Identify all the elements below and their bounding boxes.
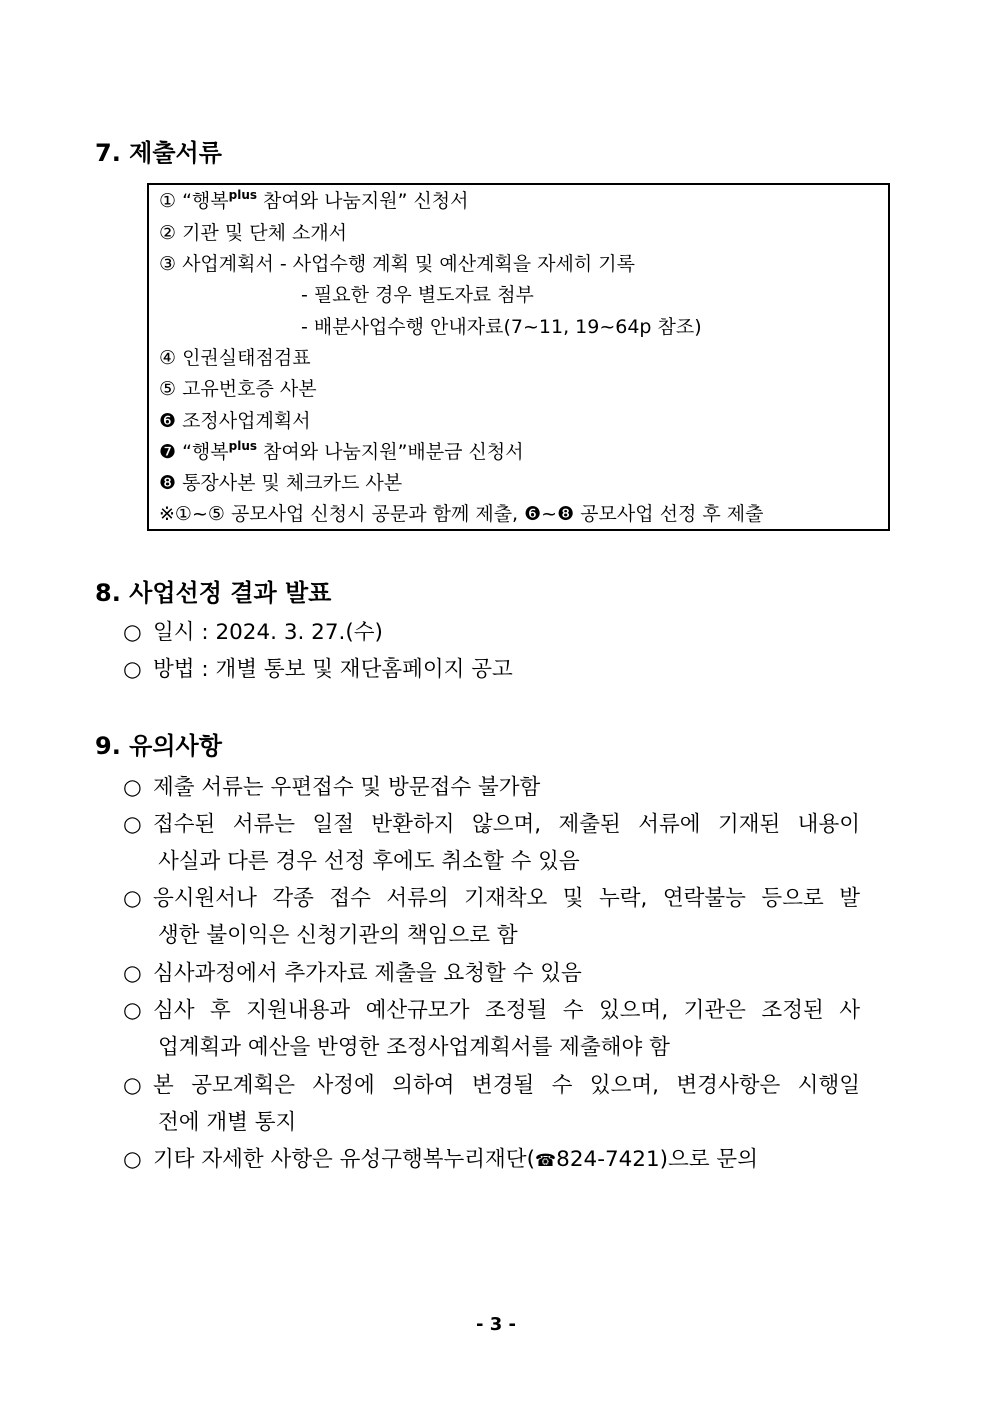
notice-item-6: ○ 본 공모계획은 사정에 의하여 변경될 수 있으며, 변경사항은 시행일	[123, 1071, 860, 1101]
notice-item-7: ○ 기타 자세한 사항은 유성구행복누리재단(☎824-7421)으로 문의	[123, 1145, 758, 1176]
required-documents-box	[147, 183, 890, 531]
bullet-circle-icon: ○	[123, 620, 142, 645]
notice-item-5-cont: 업계획과 예산을 반영한 조정사업계획서를 제출해야 함	[158, 1035, 670, 1060]
section-8-title: 8. 사업선정 결과 발표	[95, 579, 332, 607]
doc-item-8: ❽ 통장사본 및 체크카드 사본	[159, 472, 403, 494]
notice-item-5: ○ 심사 후 지원내용과 예산규모가 조정될 수 있으며, 기관은 조정된 사	[123, 996, 860, 1026]
bullet-circle-icon: ○	[123, 657, 142, 682]
page-number: - 3 -	[476, 1314, 516, 1335]
phone-icon: ☎	[534, 1151, 557, 1171]
notice-item-1: ○ 제출 서류는 우편접수 및 방문접수 불가함	[123, 773, 540, 803]
bullet-circle-icon: ○	[123, 775, 142, 800]
doc-submission-note: ※①~⑤ 공모사업 신청시 공문과 함께 제출, ❻~❽ 공모사업 선정 후 제출	[159, 503, 764, 525]
notice-item-3: ○ 응시원서나 각종 접수 서류의 기재착오 및 누락, 연락불능 등으로 발	[123, 884, 860, 914]
doc-item-6: ❻ 조정사업계획서	[159, 410, 311, 432]
doc-item-2: ② 기관 및 단체 소개서	[159, 222, 348, 244]
doc-item-5: ⑤ 고유번호증 사본	[159, 378, 317, 400]
doc-item-3-sub-2: - 배분사업수행 안내자료(7~11, 19~64p 참조)	[301, 316, 702, 338]
notice-item-2-cont: 사실과 다른 경우 선정 후에도 취소할 수 있음	[158, 849, 580, 874]
bullet-circle-icon: ○	[123, 998, 142, 1023]
section-9-title: 9. 유의사항	[95, 732, 222, 760]
bullet-circle-icon: ○	[123, 812, 142, 837]
doc-item-7: ❼ “행복$^{plus}$ 참여와 나눔지원”배분금 신청서	[159, 439, 524, 463]
notice-item-6-cont: 전에 개별 통지	[158, 1110, 297, 1135]
bullet-circle-icon: ○	[123, 1147, 142, 1172]
section-7-title: 7. 제출서류	[95, 139, 222, 167]
bullet-circle-icon: ○	[123, 886, 142, 911]
notice-item-2: ○ 접수된 서류는 일절 반환하지 않으며, 제출된 서류에 기재된 내용이	[123, 810, 860, 840]
doc-item-4: ④ 인권실태점검표	[159, 347, 311, 369]
announcement-method: ○ 방법 : 개별 통보 및 재단홈페이지 공고	[123, 655, 513, 685]
doc-item-1: ① “행복$^{plus}$ 참여와 나눔지원” 신청서	[159, 188, 469, 212]
announcement-date: ○ 일시 : 2024. 3. 27.(수)	[123, 618, 383, 648]
bullet-circle-icon: ○	[123, 1073, 142, 1098]
notice-item-3-cont: 생한 불이익은 신청기관의 책임으로 함	[158, 923, 518, 948]
notice-item-4: ○ 심사과정에서 추가자료 제출을 요청할 수 있음	[123, 959, 582, 989]
bullet-circle-icon: ○	[123, 961, 142, 986]
doc-item-3: ③ 사업계획서 - 사업수행 계획 및 예산계획을 자세히 기록	[159, 253, 635, 275]
doc-item-3-sub-1: - 필요한 경우 별도자료 첨부	[301, 284, 534, 306]
